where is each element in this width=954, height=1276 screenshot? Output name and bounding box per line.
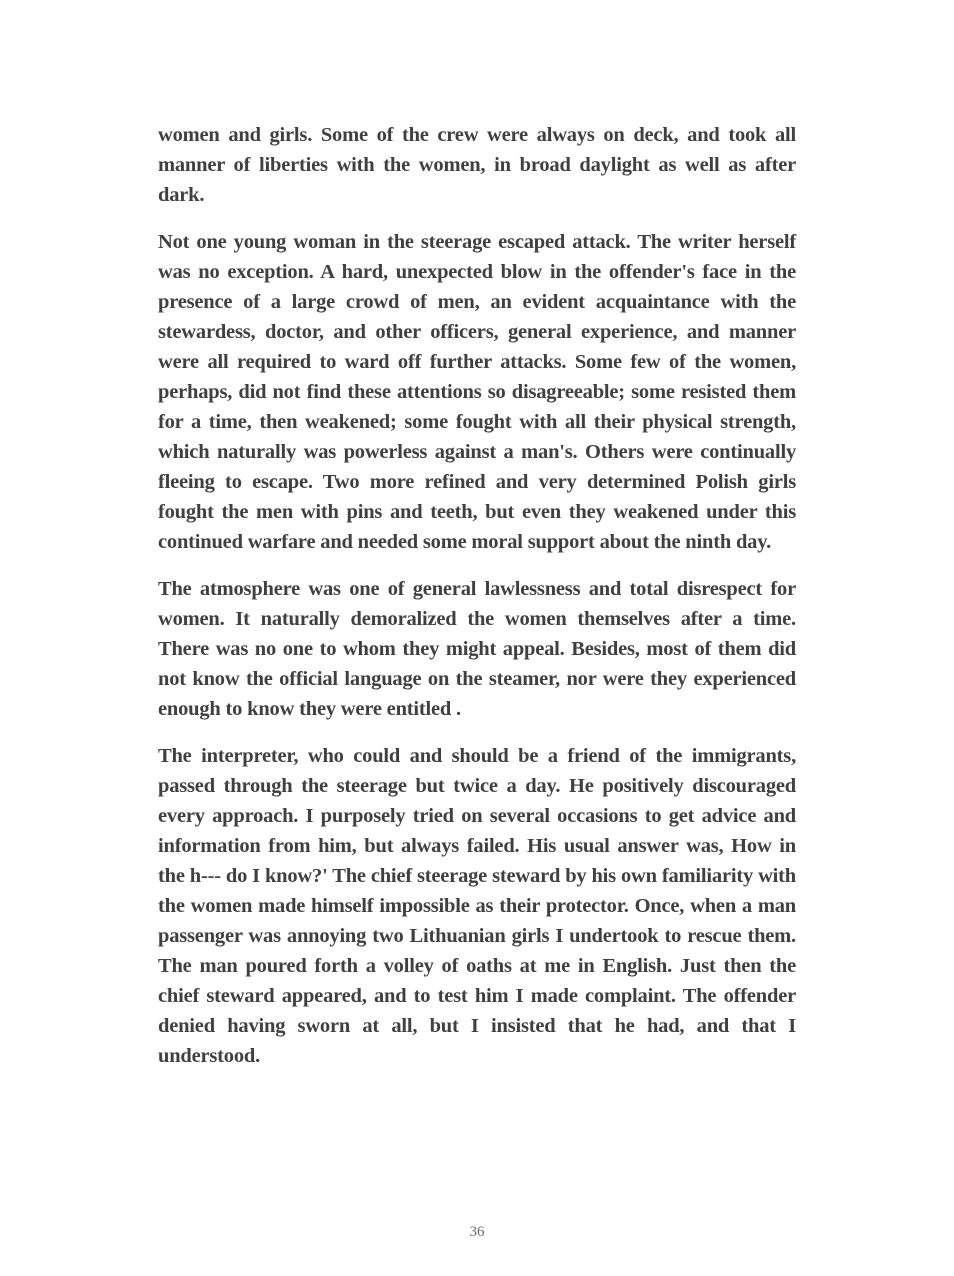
paragraph-4: The interpreter, who could and should be a friend of the immigrants, passed through the steerage but twice a day. He positively discouraged every approach. I purposely tried on several occasions to get advice and information from him, but always failed. His usual answer was, How in the h--- do I know?' The chief steerage steward by his own familiarity with the women made himself impossible as their protector. Once, when a man passenger was annoying two Lithuanian girls I undertook to rescue them. The man poured forth a volley of oaths at me in English. Just then the chief steward appeared, and to test him I made complaint. The offender denied having sworn at all, but I insisted that he had, and that I understood. [158,745,796,1067]
body-text [158,120,796,1088]
paragraph-2: Not one young woman in the steerage escaped attack. The writer herself was no exception. A hard, unexpected blow in the offender's face in the presence of a large crowd of men, an evident acquaintance with the stewardess, doctor, and other officers, general experience, and manner were all required to ward off further attacks. Some few of the women, perhaps, did not find these attentions so disagreeable; some resisted them for a time, then weakened; some fought with all their physical strength, which naturally was powerless against a man's. Others were continually fleeing to escape. Two more refined and very determined Polish girls fought the men with pins and teeth, but even they weakened under this continued warfare and needed some moral support about the ninth day. [158,231,796,553]
page-number: 36 [469,1224,485,1240]
paragraph-1: women and girls. Some of the crew were always on deck, and took all manner of liberties with the women, in broad daylight as well as after dark. [158,124,796,206]
paragraph-3: The atmosphere was one of general lawlessness and total disrespect for women. It naturally demoralized the women themselves after a time. There was no one to whom they might appeal. Besides, most of them did not know the official language on the steamer, nor were they experienced enough to know they were entitled . [158,578,796,720]
